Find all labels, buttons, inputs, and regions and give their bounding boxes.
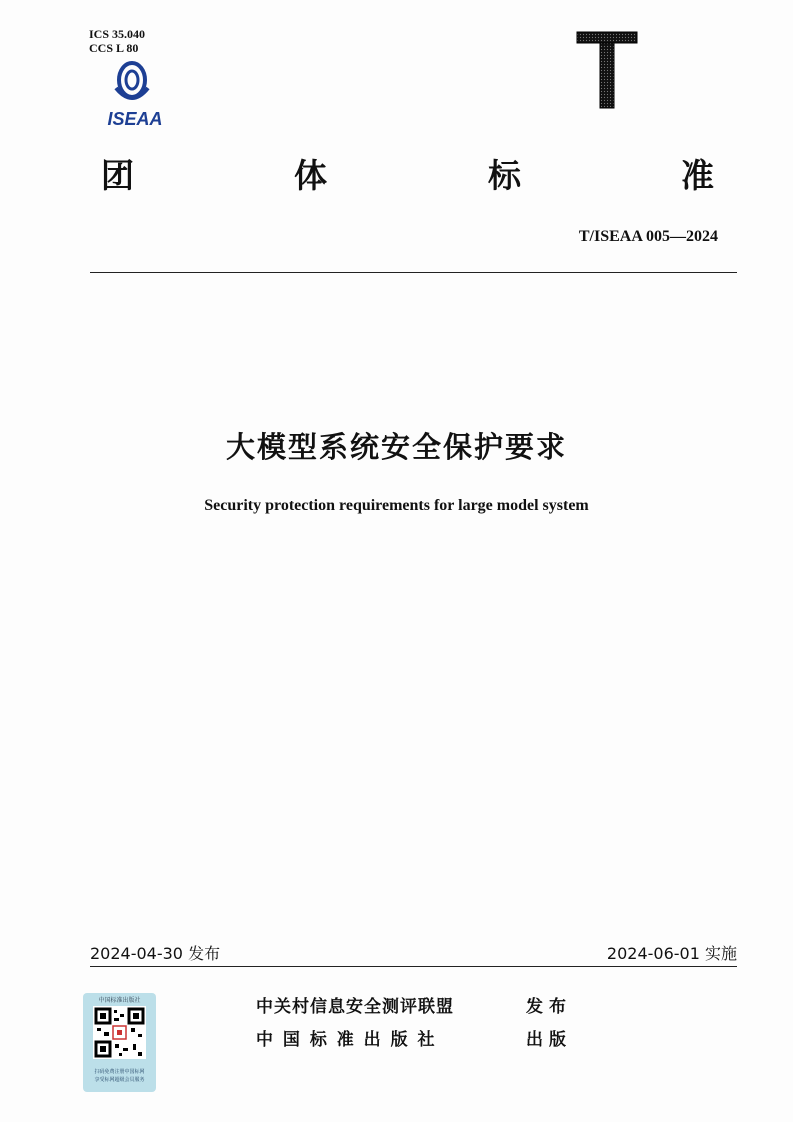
top-divider (90, 272, 737, 273)
qr-code-card[interactable] (83, 993, 156, 1092)
title-english: Security protection requirements for large model system (204, 497, 589, 514)
standard-type-char-2: 体 (294, 156, 327, 195)
ics-code: ICS 35.040 (89, 27, 146, 41)
standard-type-char-1: 团 (101, 156, 134, 195)
category-letter-glyph (576, 30, 638, 110)
publisher-name: 中关村信息安全测评联盟 (256, 997, 454, 1017)
iseaa-logo (104, 58, 166, 128)
logo-text: ISEAA (107, 109, 163, 128)
publisher-role: 发布 (526, 997, 572, 1017)
standard-type-char-3: 标 (488, 156, 521, 195)
iseaa-emblem-icon (104, 58, 166, 128)
press-role: 出版 (526, 1030, 572, 1050)
title-chinese: 大模型系统安全保护要求 (225, 430, 567, 464)
publish-date: 2024-04-30 发布 (90, 944, 221, 963)
standard-number: T/ISEAA 005—2024 (578, 228, 718, 245)
qr-card-footer-1: 扫码免费注册中国标网 (94, 1069, 145, 1075)
qr-card-footer-2: 享受标网超级会员服务 (94, 1077, 145, 1083)
standard-type-char-4: 准 (681, 156, 714, 195)
classification-codes (89, 27, 145, 55)
qr-card-header: 中国标准出版社 (98, 997, 141, 1004)
bottom-divider (90, 966, 737, 967)
category-letter (576, 30, 638, 110)
ccs-code: CCS L 80 (89, 41, 139, 55)
press-name: 中 国 标 准 出 版 社 (256, 1030, 437, 1050)
implement-date: 2024-06-01 实施 (606, 944, 737, 963)
qr-code-icon[interactable] (93, 1006, 146, 1059)
